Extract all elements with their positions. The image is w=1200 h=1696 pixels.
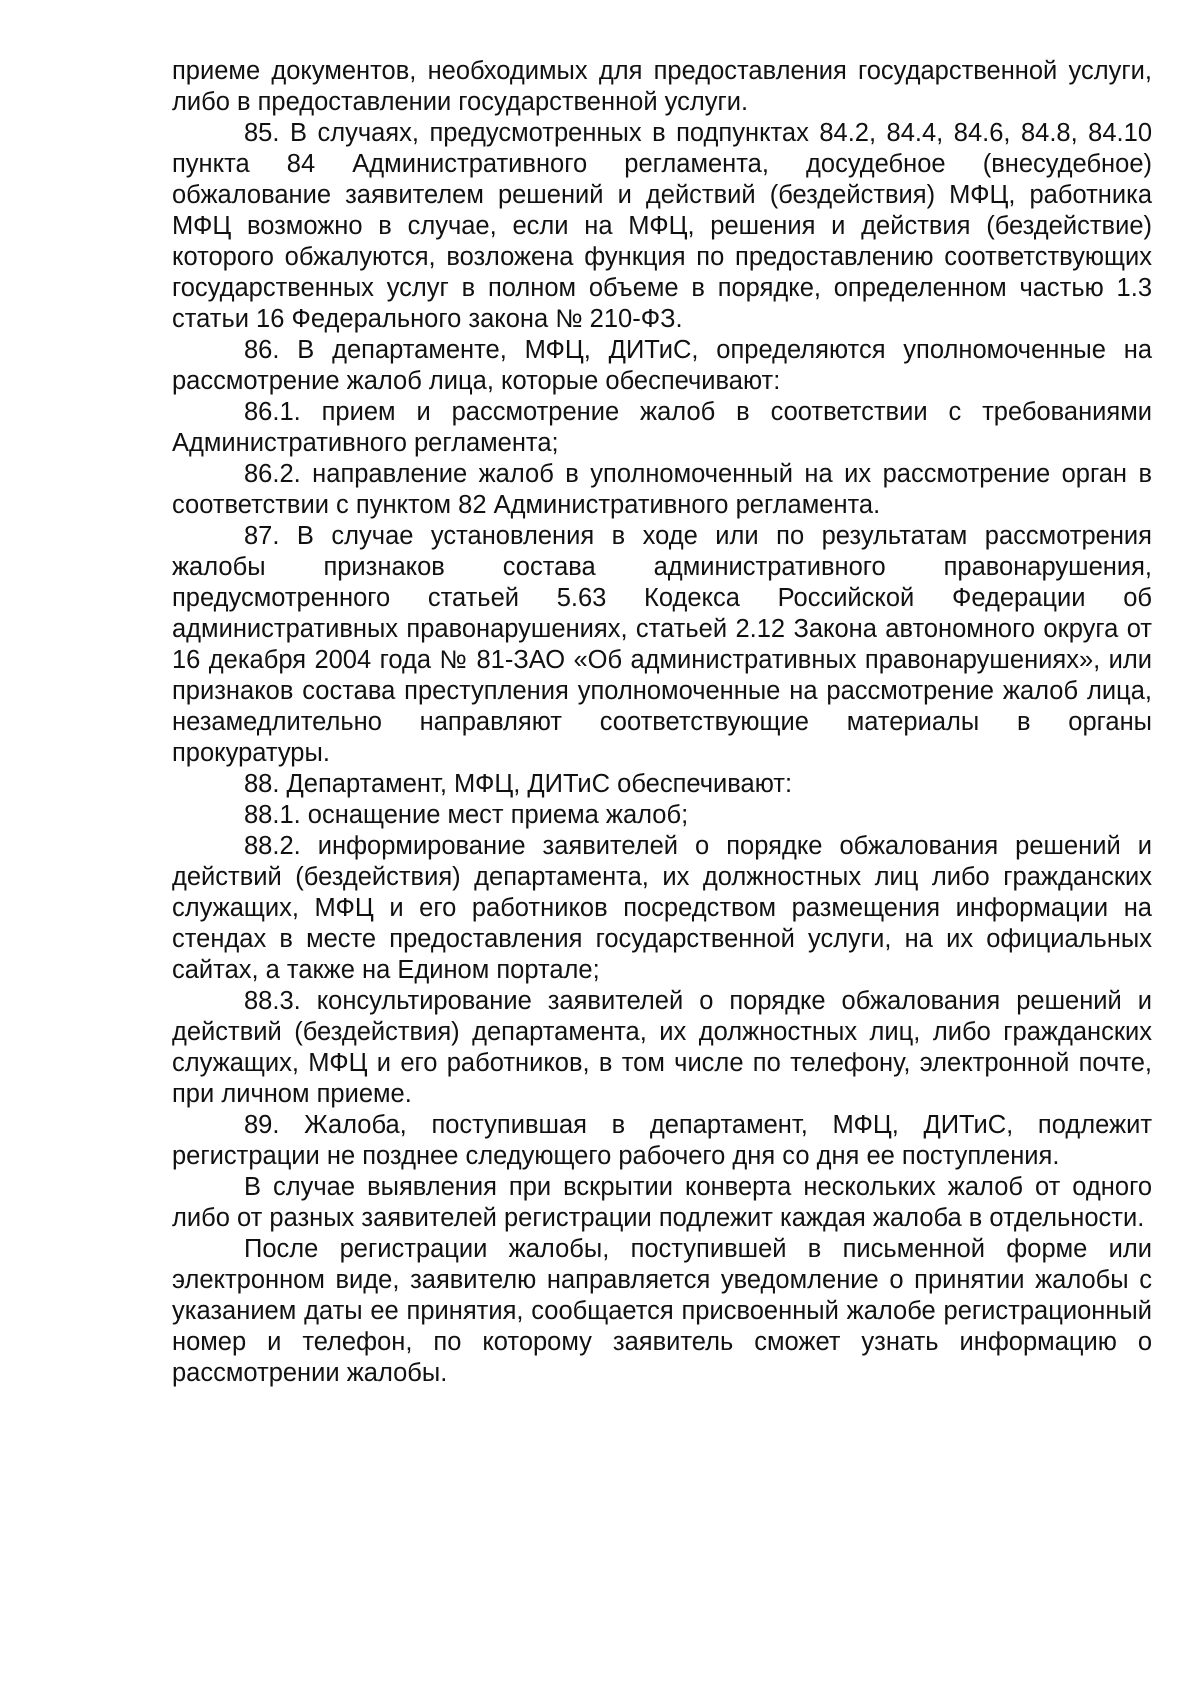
paragraph-continuation: приеме документов, необходимых для предоставления государственной услуги, либо в предоставлении государственной услуги. [172,57,1152,116]
paragraph-88: 88. Департамент, МФЦ, ДИТиС обеспечивают: [244,770,793,798]
document-body [172,56,1152,1389]
paragraph-86-2: 86.2. направление жалоб в уполномоченный на их рассмотрение орган в соответствии с пунктом 82 Административного регламента. [172,460,1152,519]
paragraph-85: 85. В случаях, предусмотренных в подпунктах 84.2, 84.4, 84.6, 84.8, 84.10 пункта 84 Административного регламента, досудебное (внесудебное) обжалование заявителем решений и действий (бездействия) МФЦ, работника МФЦ возможно в случае, если на МФЦ, решения и действия (бездействие) которого обжалуются, возложена функция по предоставлению соответствующих государственных услуг в полном объеме в порядке, определенном частью 1.3 статьи 16 Федерального закона № 210-ФЗ. [172,119,1152,333]
paragraph-88-3: 88.3. консультирование заявителей о порядке обжалования решений и действий (бездействия) департамента, их должностных лиц, либо гражданских служащих, МФЦ и его работников, в том числе по телефону, электронной почте, при личном приеме. [172,987,1152,1108]
paragraph-88-1: 88.1. оснащение мест приема жалоб; [244,801,689,829]
paragraph-89: 89. Жалоба, поступившая в департамент, МФЦ, ДИТиС, подлежит регистрации не позднее следующего рабочего дня со дня ее поступления. [172,1111,1152,1170]
paragraph-86-1: 86.1. прием и рассмотрение жалоб в соответствии с требованиями Административного регламента; [172,398,1152,457]
paragraph-89-envelope: В случае выявления при вскрытии конверта нескольких жалоб от одного либо от разных заявителей регистрации подлежит каждая жалоба в отдельности. [172,1173,1152,1232]
paragraph-87: 87. В случае установления в ходе или по результатам рассмотрения жалобы признаков состава административного правонарушения, предусмотренного статьей 5.63 Кодекса Российской Федерации об административных правонарушениях, статьей 2.12 Закона автономного округа от 16 декабря 2004 года № 81-ЗАО «Об административных правонарушениях», или признаков состава преступления уполномоченные на рассмотрение жалоб лица, незамедлительно направляют соответствующие материалы в органы прокуратуры. [172,522,1152,767]
paragraph-86: 86. В департаменте, МФЦ, ДИТиС, определяются уполномоченные на рассмотрение жалоб лица, которые обеспечивают: [172,336,1152,395]
paragraph-88-2: 88.2. информирование заявителей о порядке обжалования решений и действий (бездействия) департамента, их должностных лиц либо гражданских служащих, МФЦ и его работников посредством размещения информации на стендах в месте предоставления государственной услуги, на их официальных сайтах, а также на Едином портале; [172,832,1152,984]
paragraph-89-notification: После регистрации жалобы, поступившей в письменной форме или электронном виде, заявителю направляется уведомление о принятии жалобы с указанием даты ее принятия, сообщается присвоенный жалобе регистрационный номер и телефон, по которому заявитель сможет узнать информацию о рассмотрении жалобы. [172,1235,1152,1387]
